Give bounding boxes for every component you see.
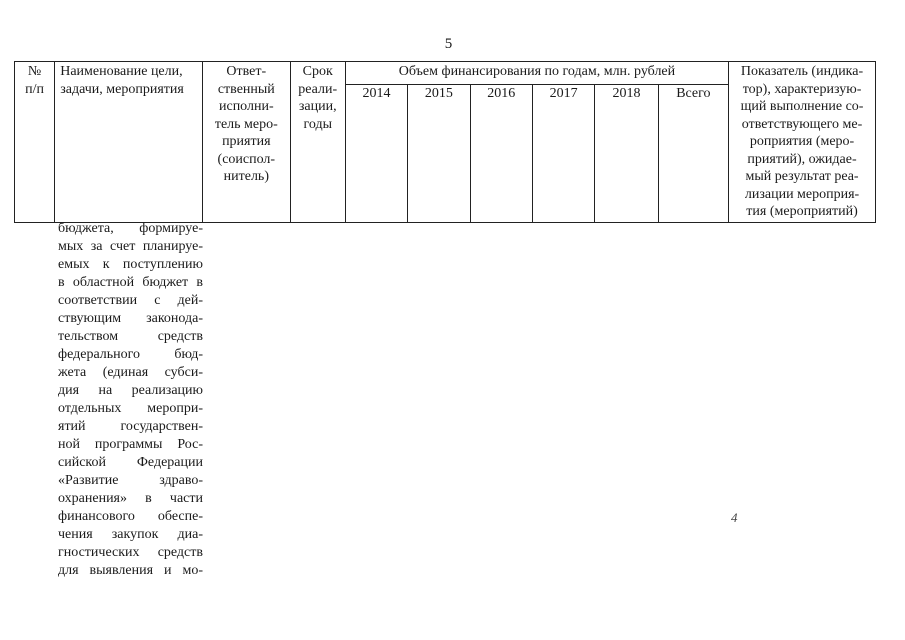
header-financing: Объем финансирования по годам, млн. рублей [345,62,728,85]
header-responsible: Ответ- ственный исполни- тель меро- приятия (соиспол- нитель) [203,62,291,223]
text-line: «Развитие здраво- [58,473,203,488]
text-line: ствующим законода- [58,311,203,326]
text-line: финансового обеспе- [58,509,203,524]
continued-item-text [58,220,203,580]
text-line: тельством средств [58,329,203,344]
text-line: гностических средств [58,545,203,560]
header-year-2017: 2017 [532,84,594,222]
header-total: Всего [658,84,728,222]
header-year-2014: 2014 [345,84,407,222]
text-line: чения закупок диа- [58,527,203,542]
text-line: жета (единая субси- [58,365,203,380]
header-indicator: Показатель (индика- тор), характеризую- щий выполнение со- ответствующего ме- роприятия (меро- приятий), ожидае- мый результат реа- лизации мероприя- тия (мероприятий) [729,62,876,223]
text-line: мых за счет планируе- [58,239,203,254]
text-line: федерального бюд- [58,347,203,362]
header-year-2018: 2018 [595,84,658,222]
text-line: бюджета, формируе- [58,221,203,236]
text-line: для выявления и мо- [58,563,203,578]
text-line: емых к поступлению [58,257,203,272]
text-line: соответствии с дей- [58,293,203,308]
header-year-2015: 2015 [408,84,470,222]
text-line: охранения» в части [58,491,203,506]
text-line: дия на реализацию [58,383,203,398]
header-name: Наименование цели, задачи, мероприятия [55,62,203,223]
header-row-top [15,62,876,85]
text-line: в областной бюджет в [58,275,203,290]
text-line: ной программы Рос- [58,437,203,452]
text-line: отдельных меропри- [58,401,203,416]
page-number: 5 [444,36,453,52]
text-line: ятий государствен- [58,419,203,434]
stray-handwritten-mark: 4 [731,510,738,525]
header-year-2016: 2016 [470,84,532,222]
text-line: сийской Федерации [58,455,203,470]
header-number: № п/п [15,62,55,223]
program-table [14,61,876,223]
header-term: Срок реали- зации, годы [290,62,345,223]
